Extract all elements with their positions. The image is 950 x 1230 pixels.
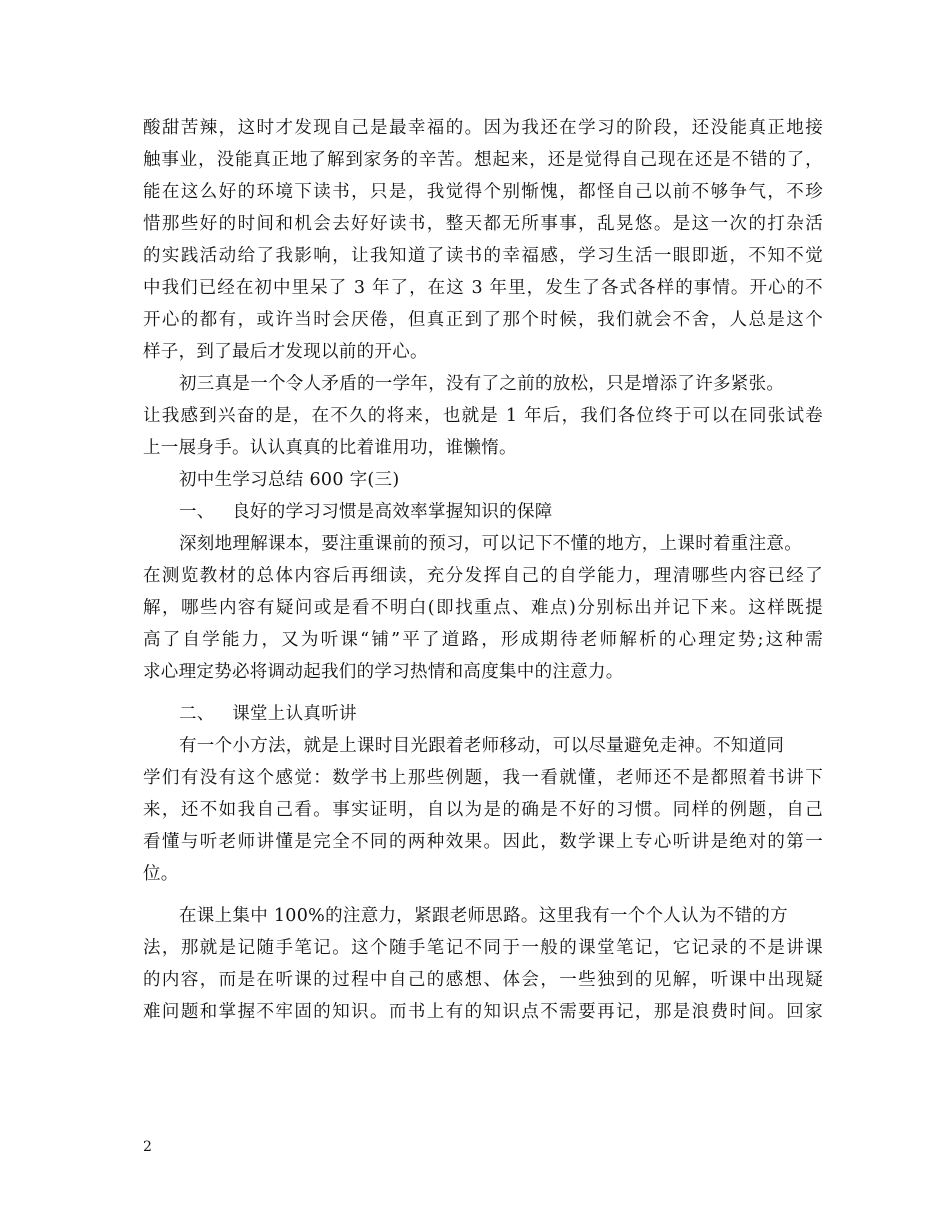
text-line: 法，那就是记随手笔记。这个随手笔记不同于一般的课堂笔记，它记录的不是讲课: [143, 938, 823, 958]
text-line: 的内容，而是在听课的过程中自己的感想、体会，一些独到的见解，听课中出现疑: [143, 970, 823, 990]
text-line: 深刻地理解课本，要注重课前的预习，可以记下不懂的地方，上课时着重注意。: [179, 534, 802, 554]
text-line: 上一展身手。认认真真的比着谁用功，谁懒惰。: [143, 438, 517, 458]
text-line: 酸甜苦辣，这时才发现自己是最幸福的。因为我还在学习的阶段，还没能真正地接: [143, 118, 823, 138]
text-line: 有一个小方法，就是上课时目光跟着老师移动，可以尽量避免走神。不知道同: [179, 736, 785, 756]
text-line: 样子，到了最后才发现以前的开心。: [143, 342, 428, 362]
text-line: 在课上集中 100%的注意力，紧跟老师思路。这里我有一个个人认为不错的方: [179, 906, 788, 926]
text-line: 触事业，没能真正地了解到家务的辛苦。想起来，还是觉得自己现在还是不错的了，: [143, 150, 823, 170]
paragraph-2: [143, 368, 823, 464]
text-line: 开心的都有，或许当时会厌倦，但真正到了那个时候，我们就会不舍，人总是这个: [143, 310, 823, 330]
heading-2: 二、 课堂上认真听讲: [179, 704, 357, 724]
text-line: 看懂与听老师讲懂是完全不同的两种效果。因此，数学课上专心听讲是绝对的第一: [143, 832, 823, 852]
section-title: 初中生学习总结 600 字(三): [179, 470, 400, 490]
text-line: 的实践活动给了我影响，让我知道了读书的幸福感，学习生活一眼即逝，不知不觉: [143, 246, 823, 266]
text-line: 求心理定势必将调动起我们的学习热情和高度集中的注意力。: [143, 662, 624, 682]
paragraph-4: [143, 730, 823, 890]
text-line: 学们有没有这个感觉：数学书上那些例题，我一看就懂，老师还不是都照着书讲下: [143, 768, 823, 788]
text-line: 让我感到兴奋的是，在不久的将来，也就是 1 年后，我们各位终于可以在同张试卷: [143, 406, 823, 426]
text-line: 中我们已经在初中里呆了 3 年了，在这 3 年里，发生了各式各样的事情。开心的不: [143, 278, 823, 298]
paragraph-5: [143, 900, 823, 1028]
paragraph-3: [143, 528, 823, 688]
paragraph-1: [143, 112, 823, 368]
text-line: 初三真是一个令人矛盾的一学年，没有了之前的放松，只是增添了许多紧张。: [179, 374, 785, 394]
page-number: 2: [143, 1139, 152, 1155]
text-line: 解，哪些内容有疑问或是看不明白(即找重点、难点)分别标出并记下来。这样既提: [143, 598, 823, 618]
text-line: 位。: [143, 864, 179, 884]
text-line: 能在这么好的环境下读书，只是，我觉得个别惭愧，都怪自己以前不够争气，不珍: [143, 182, 823, 202]
text-line: 在测览教材的总体内容后再细读，充分发挥自己的自学能力，理清哪些内容已经了: [143, 566, 823, 586]
heading-1: 一、 良好的学习习惯是高效率掌握知识的保障: [179, 502, 553, 522]
document-body: [143, 112, 823, 1028]
text-line: 来，还不如我自己看。事实证明，自以为是的确是不好的习惯。同样的例题，自己: [143, 800, 823, 820]
text-line: 难问题和掌握不牢固的知识。而书上有的知识点不需要再记，那是浪费时间。回家: [143, 1002, 823, 1022]
text-line: 惜那些好的时间和机会去好好读书，整天都无所事事，乱晃悠。是这一次的打杂活: [143, 214, 823, 234]
text-line: 高了自学能力，又为听课“铺”平了道路，形成期待老师解析的心理定势;这种需: [143, 630, 823, 650]
